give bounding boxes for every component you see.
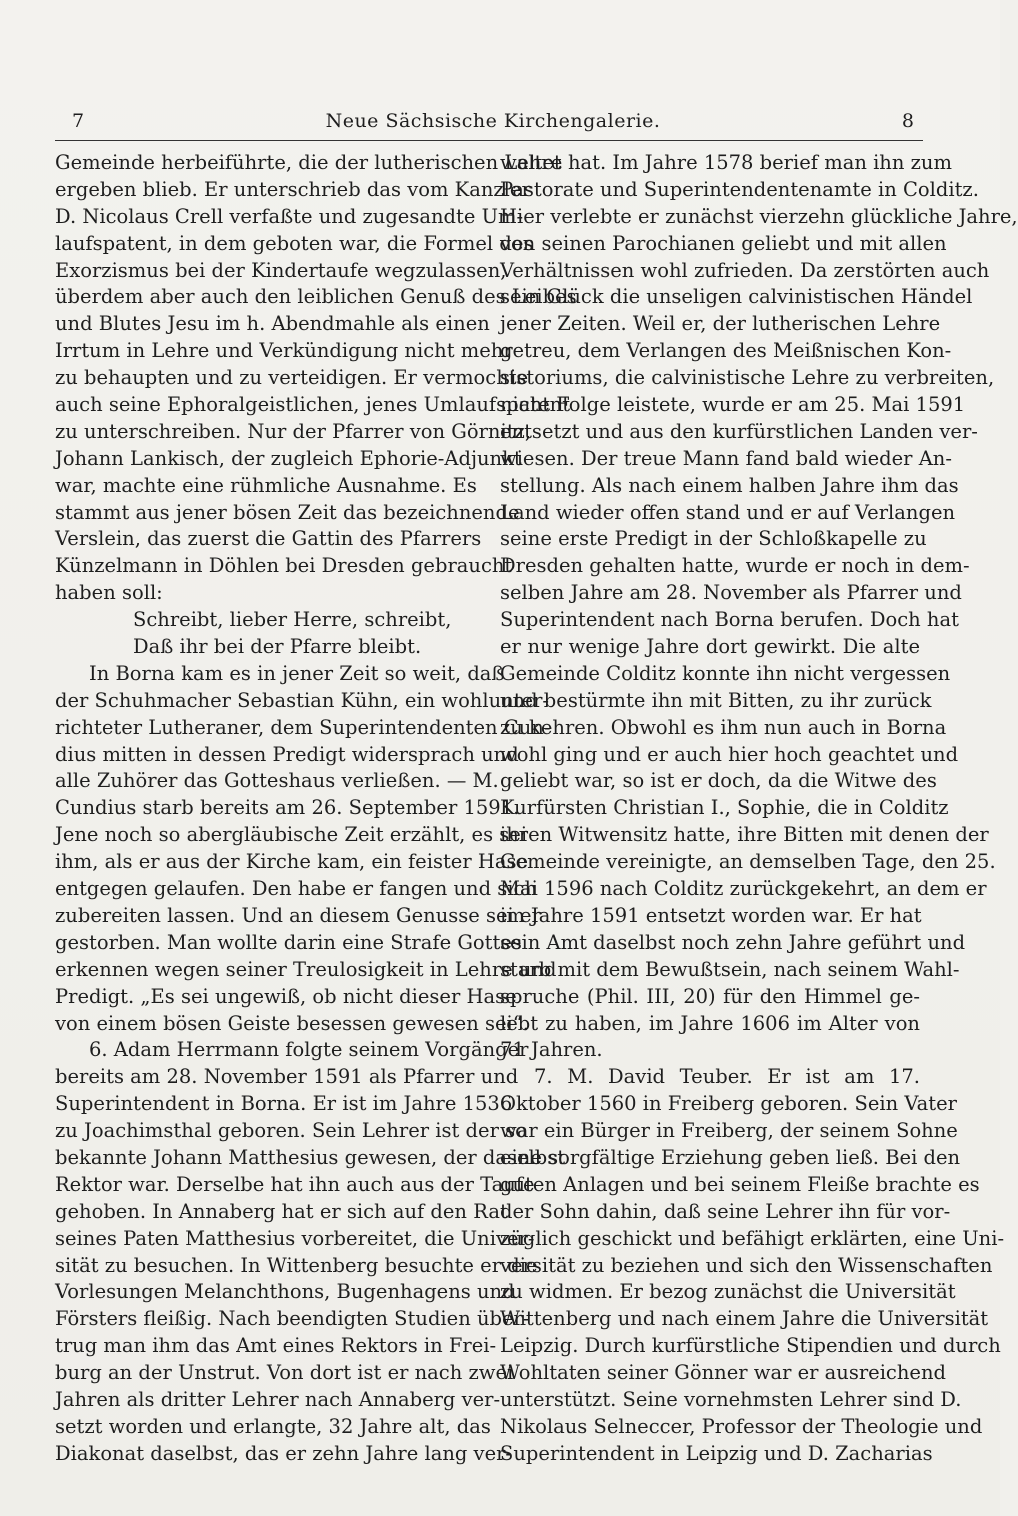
text-line: Verhältnissen wohl zufrieden. Da zerstörten auch (500, 258, 990, 282)
text-line: zu Joachimsthal geboren. Sein Lehrer ist der so (55, 1119, 527, 1143)
text-line: sein Amt daselbst noch zehn Jahre geführt und (500, 930, 966, 954)
text-line: Kurfürsten Christian I., Sophie, die in Colditz (500, 796, 949, 820)
text-line: Irrtum in Lehre und Verkündigung nicht mehr (55, 339, 513, 363)
text-line: versität zu beziehen und sich den Wissenschaften (500, 1253, 993, 1277)
text-line: guten Anlagen und bei seinem Fleiße brachte es (500, 1172, 980, 1196)
text-line: starb mit dem Bewußtsein, nach seinem Wahl- (500, 957, 960, 981)
text-line: zu behaupten und zu verteidigen. Er vermochte (55, 366, 529, 390)
text-line: waltet hat. Im Jahre 1578 berief man ihn zum (500, 151, 952, 174)
text-line: bekannte Johann Matthesius gewesen, der daselbst (55, 1145, 566, 1169)
text-line: gestorben. Man wollte darin eine Strafe Gottes (55, 930, 522, 954)
text-line: der Schuhmacher Sebastian Kühn, ein wohlunter- (55, 688, 550, 712)
text-line: D. Nicolaus Crell verfaßte und zugesandte Um- (55, 204, 524, 228)
text-line: seines Paten Matthesius vorbereitet, die Univer- (55, 1226, 535, 1250)
page-number-left: 7 (72, 110, 85, 132)
text-line: im Jahre 1591 entsetzt worden war. Er hat (500, 903, 922, 927)
text-line: getreu, dem Verlangen des Meißnischen Kon- (500, 339, 952, 363)
text-line: Gemeinde vereinigte, an demselben Tage, den 25. (500, 850, 996, 874)
text-line: war ein Bürger in Freiberg, der seinem Sohne (500, 1119, 958, 1143)
text-line: nicht Folge leistete, wurde er am 25. Mai 1591 (500, 393, 966, 417)
text-line: laufspatent, in dem geboten war, die Formel des (55, 231, 534, 255)
text-line: Land wieder offen stand und er auf Verlangen (500, 500, 956, 524)
text-line: Pastorate und Superintendentenamte in Colditz. (500, 177, 979, 201)
text-line: Mai 1596 nach Colditz zurückgekehrt, an dem er (500, 877, 987, 901)
text-line: setzt worden und erlangte, 32 Jahre alt, das (55, 1414, 491, 1438)
text-line: Gemeinde herbeiführte, die der lutherischen Lehre (55, 151, 563, 174)
text-line: Superintendent nach Borna berufen. Doch hat (500, 608, 959, 632)
text-line: Jene noch so abergläubische Zeit erzählt, es sei (55, 823, 528, 847)
text-line: Cundius starb bereits am 26. September 1591. (55, 796, 520, 820)
text-line: dius mitten in dessen Predigt widersprach und (55, 742, 519, 766)
text-line: bereits am 28. November 1591 als Pfarrer und (55, 1065, 519, 1089)
text-line: ihm, als er aus der Kirche kam, ein feister Hase (55, 850, 529, 874)
text-line: der Sohn dahin, daß seine Lehrer ihn für vor- (500, 1199, 951, 1223)
text-line: Schreibt, lieber Herre, schreibt, (133, 608, 452, 632)
text-line: Försters fleißig. Nach beendigten Studien über- (55, 1307, 530, 1331)
text-line: erkennen wegen seiner Treulosigkeit in Lehre und (55, 957, 557, 981)
text-line: In Borna kam es in jener Zeit so weit, daß (89, 661, 505, 685)
text-line: Rektor war. Derselbe hat ihn auch aus der Taufe (55, 1172, 535, 1196)
text-line: geliebt war, so ist er doch, da die Witwe des (500, 769, 937, 793)
text-line: Johann Lankisch, der zugleich Ephorie-Adjunkt (55, 446, 522, 470)
text-line: wiesen. Der treue Mann fand bald wieder An- (500, 446, 952, 470)
text-line: Gemeinde Colditz konnte ihn nicht vergessen (500, 661, 951, 685)
right-text-column (500, 150, 1018, 1468)
text-line: Predigt. „Es sei ungewiß, ob nicht dieser Hase (55, 984, 517, 1008)
text-line: stammt aus jener bösen Zeit das bezeichnende (55, 500, 520, 524)
text-line: sität zu besuchen. In Wittenberg besuchte er die (55, 1253, 538, 1277)
text-line: zubereiten lassen. Und an diesem Genusse sei er (55, 903, 541, 927)
text-line: 71 Jahren. (500, 1038, 603, 1062)
text-line: Verslein, das zuerst die Gattin des Pfarrers (55, 527, 482, 551)
text-line: gehoben. In Annaberg hat er sich auf den Rat (55, 1199, 508, 1223)
text-line: und Blutes Jesu im h. Abendmahle als einen (55, 312, 490, 336)
header-rule (55, 140, 923, 141)
text-line: spruche (Phil. III, 20) für den Himmel ge- (500, 984, 920, 1008)
text-line: jener Zeiten. Weil er, der lutherischen Lehre (500, 312, 941, 336)
text-line: Superintendent in Leipzig und D. Zacharias (500, 1441, 933, 1465)
text-line: Daß ihr bei der Pfarre bleibt. (133, 635, 422, 659)
text-line: auch seine Ephoralgeistlichen, jenes Umlaufspatent (55, 393, 571, 417)
text-line: seine erste Predigt in der Schloßkapelle zu (500, 527, 927, 551)
page-number-right: 8 (901, 110, 914, 132)
text-line: Diakonat daselbst, das er zehn Jahre lang ver- (55, 1441, 513, 1465)
running-title: Neue Sächsische Kirchengalerie. (325, 110, 661, 132)
text-line: Leipzig. Durch kurfürstliche Stipendien und durch (500, 1334, 1001, 1358)
text-line: sein Glück die unseligen calvinistischen Händel (500, 285, 973, 309)
text-line: wohl ging und er auch hier hoch geachtet und (500, 742, 959, 766)
text-line: richteter Lutheraner, dem Superintendenten Cun- (55, 715, 551, 739)
text-line: Superintendent in Borna. Er ist im Jahre 1536 (55, 1092, 513, 1116)
text-line: züglich geschickt und befähigt erklärten, eine Uni- (500, 1226, 1005, 1250)
text-line: Exorzismus bei der Kindertaufe wegzulassen, (55, 258, 507, 282)
text-line: Künzelmann in Döhlen bei Dresden gebraucht (55, 554, 513, 578)
text-line: unterstützt. Seine vornehmsten Lehrer sind D. (500, 1387, 962, 1411)
text-line: lebt zu haben, im Jahre 1606 im Alter von (500, 1011, 920, 1035)
text-line: burg an der Unstrut. Von dort ist er nach zwei (55, 1361, 514, 1385)
text-line: 7. M. David Teuber. Er ist am 17. (534, 1065, 920, 1089)
text-line: eine sorgfältige Erziehung geben ließ. Bei den (500, 1145, 961, 1169)
text-line: Hier verlebte er zunächst vierzehn glückliche Jahre, (500, 204, 1018, 228)
text-line: selben Jahre am 28. November als Pfarrer und (500, 581, 962, 605)
text-line: alle Zuhörer das Gotteshaus verließen. — M. (55, 769, 499, 793)
page-header (72, 108, 914, 138)
text-line: stellung. Als nach einem halben Jahre ihm das (500, 473, 959, 497)
text-line: Wittenberg und nach einem Jahre die Universität (500, 1307, 989, 1331)
text-line: entsetzt und aus den kurfürstlichen Landen ver- (500, 419, 978, 443)
text-line: und bestürmte ihn mit Bitten, zu ihr zurück (500, 688, 932, 712)
text-line: trug man ihm das Amt eines Rektors in Frei- (55, 1334, 497, 1358)
text-line: sistoriums, die calvinistische Lehre zu verbreiten, (500, 366, 995, 390)
text-line: von seinen Parochianen geliebt und mit allen (500, 231, 947, 255)
text-line: Wohltaten seiner Gönner war er ausreichend (500, 1361, 946, 1385)
text-line: Jahren als dritter Lehrer nach Annaberg ver- (55, 1387, 501, 1411)
text-line: war, machte eine rühmliche Ausnahme. Es (55, 473, 477, 497)
text-line: Vorlesungen Melanchthons, Bugenhagens und (55, 1280, 515, 1304)
text-line: ergeben blieb. Er unterschrieb das vom Kanzler (55, 177, 531, 201)
text-line: überdem aber auch den leiblichen Genuß des Leibes (55, 285, 577, 309)
text-line: zu kehren. Obwohl es ihm nun auch in Borna (500, 715, 947, 739)
text-line: Nikolaus Selneccer, Professor der Theologie und (500, 1414, 983, 1438)
text-line: 6. Adam Herrmann folgte seinem Vorgänger (89, 1038, 529, 1062)
text-line: ihren Witwensitz hatte, ihre Bitten mit denen der (500, 823, 989, 847)
text-line: von einem bösen Geiste besessen gewesen sei“. (55, 1011, 529, 1035)
text-line: zu unterschreiben. Nur der Pfarrer von Görnitz, (55, 419, 532, 443)
text-line: Oktober 1560 in Freiberg geboren. Sein Vater (500, 1092, 957, 1116)
text-line: Dresden gehalten hatte, wurde er noch in dem- (500, 554, 970, 578)
text-line: haben soll: (55, 581, 163, 605)
text-line: er nur wenige Jahre dort gewirkt. Die alte (500, 635, 920, 659)
text-line: entgegen gelaufen. Den habe er fangen und sich (55, 877, 537, 901)
text-line: zu widmen. Er bezog zunächst die Universität (500, 1280, 956, 1304)
